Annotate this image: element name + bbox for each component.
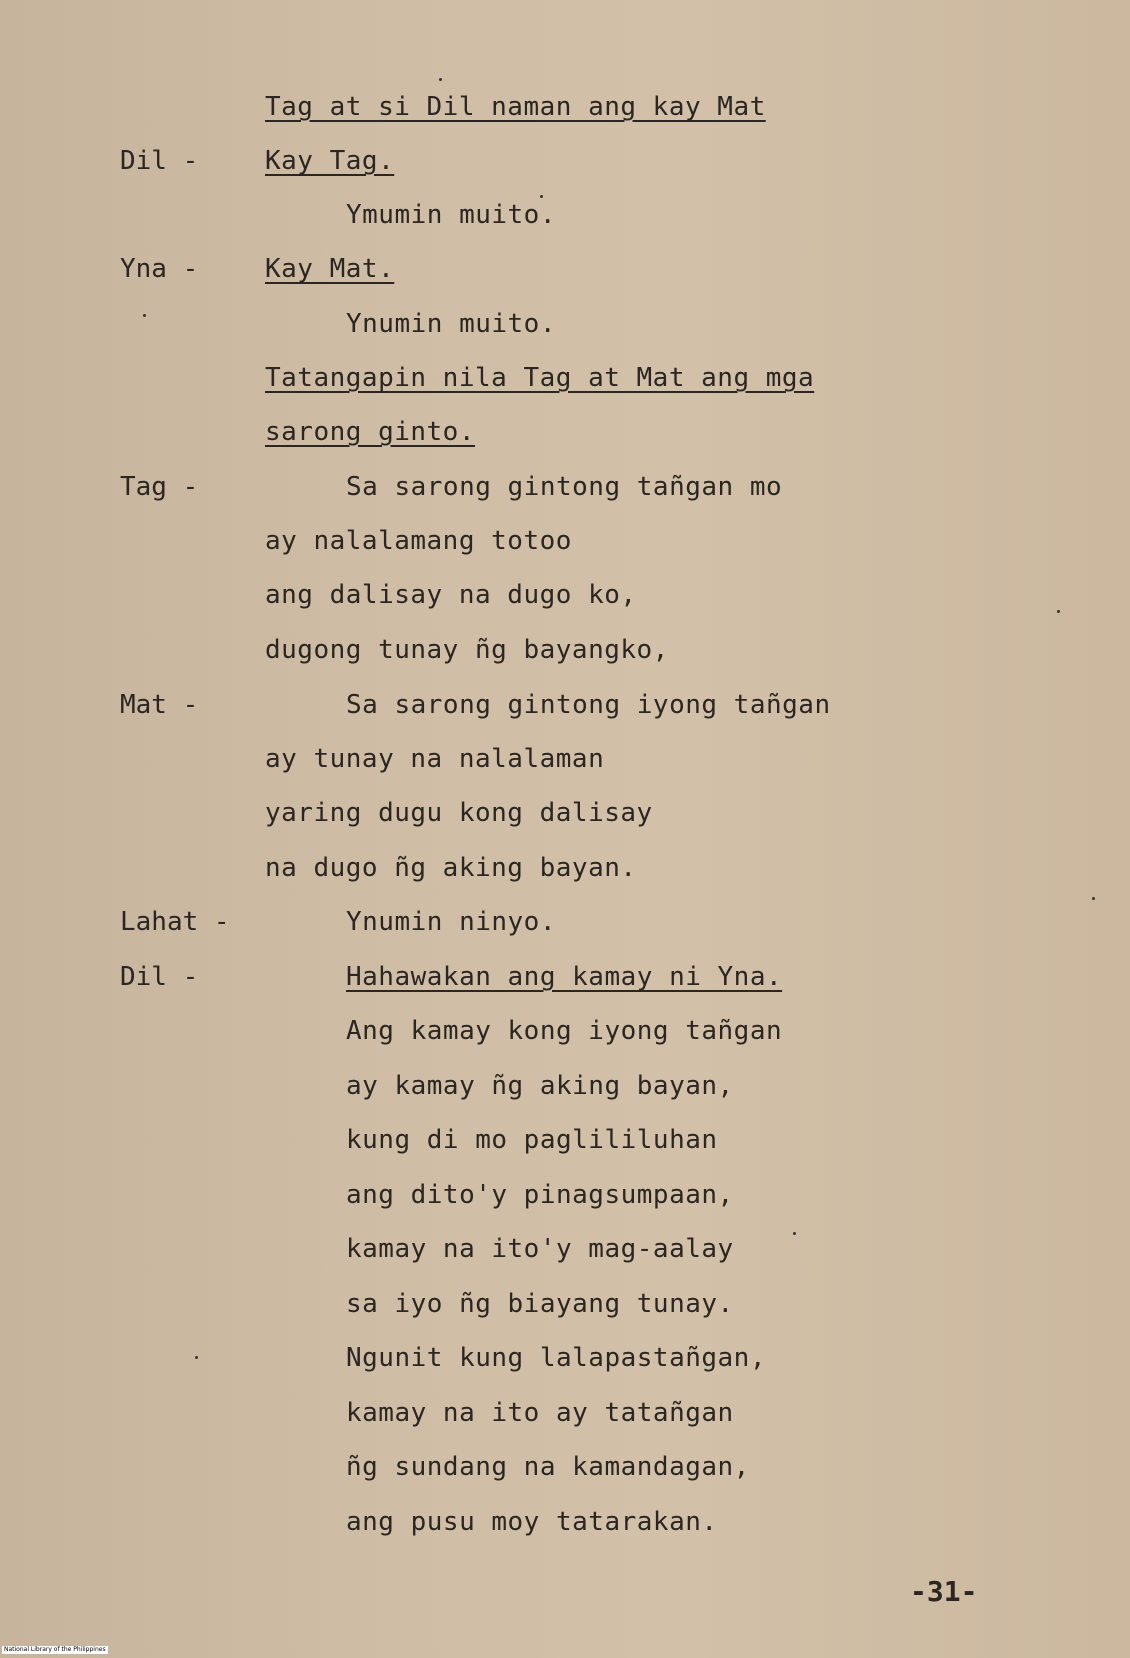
script-line: Ymumin muito. [346,200,556,230]
script-line: ay tunay na nalalaman [265,744,605,774]
speaker-label: Tag - [120,472,199,502]
script-line: ay nalalamang totoo [265,526,572,556]
script-line: Ang kamay kong iyong tañgan [346,1016,783,1046]
script-line: Tatangapin nila Tag at Mat ang mga [265,363,815,393]
script-line: Ngunit kung lalapastañgan, [346,1343,766,1373]
paper-speck [1092,897,1095,900]
paper-speck [195,1356,198,1359]
paper-speck [143,314,146,317]
script-line: kamay na ito'y mag-aalay [346,1234,734,1264]
script-line: sarong ginto. [265,417,475,447]
script-line: yaring dugu kong dalisay [265,798,653,828]
script-line: Ynumin muito. [346,309,556,339]
speaker-label: Lahat - [120,907,230,937]
paper-speck [793,1232,796,1235]
script-line: Tag at si Dil naman ang kay Mat [265,92,766,122]
paper-speck [1057,610,1060,613]
script-line: sa iyo ñg biayang tunay. [346,1289,734,1319]
script-line: Kay Mat. [265,254,395,284]
script-line: na dugo ñg aking bayan. [265,853,637,883]
paper-speck [439,78,442,81]
script-line: ang dito'y pinagsumpaan, [346,1180,734,1210]
library-footer: National Library of the Philippines [4,1646,106,1653]
script-line: Sa sarong gintong tañgan mo [346,472,783,502]
script-line: ang dalisay na dugo ko, [265,580,637,610]
speaker-label: Mat - [120,690,199,720]
script-line: kung di mo paglililuhan [346,1125,718,1155]
page-number: -31- [910,1575,978,1608]
script-line: Ynumin ninyo. [346,907,556,937]
speaker-label: Dil - [120,962,199,992]
script-line: Sa sarong gintong iyong tañgan [346,690,831,720]
script-line: ñg sundang na kamandagan, [346,1452,750,1482]
script-line: Kay Tag. [265,146,395,176]
script-line: Hahawakan ang kamay ni Yna. [346,962,783,992]
script-line: ay kamay ñg aking bayan, [346,1071,734,1101]
paper-speck [540,195,543,198]
script-line: dugong tunay ñg bayangko, [265,635,669,665]
speaker-label: Dil - [120,146,199,176]
script-line: kamay na ito ay tatañgan [346,1398,734,1428]
speaker-label: Yna - [120,254,199,284]
script-line: ang pusu moy tatarakan. [346,1507,718,1537]
